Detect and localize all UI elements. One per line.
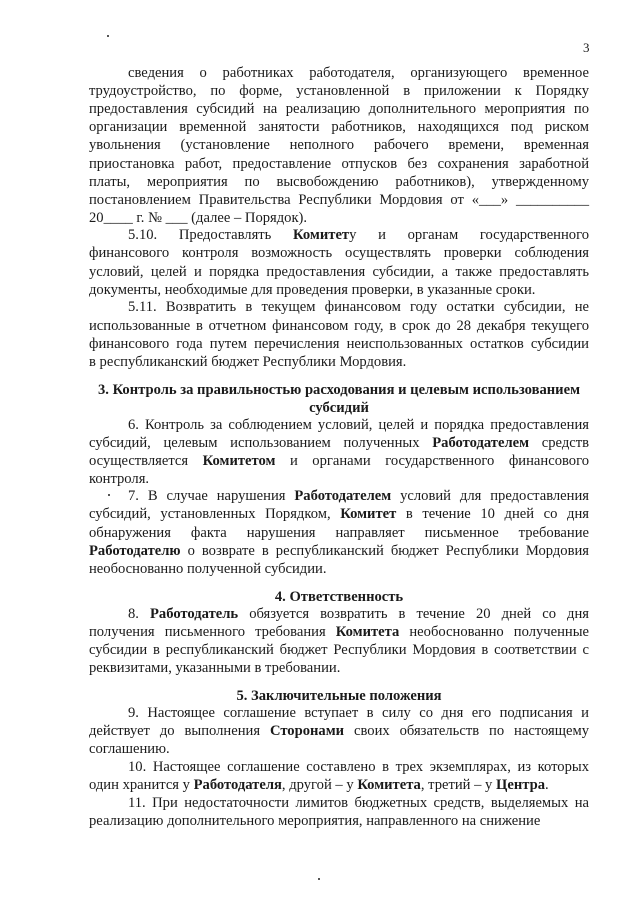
section-heading-line: 4. Ответственность [274, 589, 404, 605]
paragraph-line: субсидий, установленных Порядком, Комитет в течение 10 дней со дня [89, 506, 589, 522]
paragraph-line: трудоустройство, по форме, установленной в приложении к Порядку [89, 83, 589, 99]
paragraph-line: 11. При недостаточности лимитов бюджетных средств, выделяемых на [128, 795, 589, 811]
defined-term: Работодателем [294, 488, 392, 504]
scan-speck [318, 878, 320, 880]
paragraph-line: обнаружения факта нарушения направляет письменное требование [89, 525, 589, 541]
defined-term: Комитета [357, 777, 421, 793]
scan-speck [107, 35, 109, 37]
paragraph-line: платы, мероприятия по высвобождению работников), утвержденному [89, 174, 589, 190]
defined-term: Работодателем [432, 435, 530, 451]
defined-term: Работодателя [193, 777, 282, 793]
paragraph-line: 10. Настоящее соглашение составлено в трех экземплярах, из которых [128, 759, 589, 775]
paragraph-line: организации временной занятости работников, находящихся под риском [89, 119, 589, 135]
paragraph-line: финансового контроля возможность осуществлять проверки соблюдения [89, 245, 589, 261]
paragraph-line: документы, необходимые для проведения проверки, в указанные сроки. [89, 282, 536, 298]
paragraph-line: 8. Работодатель обязуется возвратить в течение 20 дней со дня [128, 606, 589, 622]
paragraph-line: использованные в отчетном финансовом году, в срок до 28 декабря текущего [89, 318, 589, 334]
section-heading-line: 5. Заключительные положения [236, 688, 442, 704]
paragraph-line: условий, целей и порядка предоставления субсидии, а также предоставлять [89, 264, 589, 280]
page-number: 3 [583, 40, 590, 55]
paragraph-line: один хранится у Работодателя, другой – у Комитета, третий – у Центра. [89, 777, 549, 793]
paragraph-line: 6. Контроль за соблюдением условий, целей и порядка предоставления [128, 417, 589, 433]
paragraph-line: действует до выполнения Сторонами своих обязательств по настоящему [89, 723, 589, 739]
section-heading-line: 3. Контроль за правильностью расходования и целевым использованием [97, 382, 581, 398]
defined-term: Сторонами [269, 723, 345, 739]
paragraph-line: Работодателю о возврате в республиканский бюджет Республики Мордовия [89, 543, 589, 559]
defined-term: Работодатель [150, 606, 239, 622]
paragraph-line: постановлением Правительства Республики Мордовия от «___» __________ [89, 192, 589, 208]
paragraph-line: финансового года путем перечисления неиспользованных остатков субсидии [89, 336, 589, 352]
defined-term: Комитет [293, 227, 350, 243]
paragraph-line: 9. Настоящее соглашение вступает в силу со дня его подписания и [128, 705, 589, 721]
paragraph-line: контроля. [89, 471, 150, 487]
paragraph-line: соглашению. [89, 741, 170, 757]
defined-term: Комитетом [202, 453, 276, 469]
paragraph-line: в республиканский бюджет Республики Мордовия. [89, 354, 407, 370]
paragraph-line: приостановка работ, предоставление отпусков без сохранения заработной [89, 156, 589, 172]
defined-term: Центра [496, 777, 546, 793]
paragraph-line: сведения о работниках работодателя, организующего временное [128, 65, 589, 81]
defined-term: Комитета [335, 624, 400, 640]
paragraph-line: реквизитами, указанными в требовании. [89, 660, 341, 676]
paragraph-line: необоснованно полученной субсидии. [89, 561, 327, 577]
paragraph-line: субсидий, целевым использованием полученных Работодателем средств [89, 435, 589, 451]
scan-speck [108, 494, 110, 496]
defined-term: Работодателю [89, 543, 181, 559]
paragraph-line: 20____ г. № ___ (далее – Порядок). [89, 210, 308, 226]
paragraph-line: 5.11. Возвратить в текущем финансовом году остатки субсидии, не [128, 299, 589, 315]
paragraph-line: 5.10. Предоставлять Комитету и органам государственного [128, 227, 590, 243]
paragraph-line: субсидии в республиканский бюджет Республики Мордовия в соответствии с [89, 642, 589, 658]
paragraph-line: реализацию дополнительного мероприятия, направленного на снижение [89, 813, 541, 829]
section-heading-line: субсидий [309, 400, 369, 416]
paragraph-line: получения письменного требования Комитета необоснованно полученные [89, 624, 590, 640]
paragraph-line: предоставления субсидий на реализацию дополнительного мероприятия по [89, 101, 589, 117]
paragraph-line: увольнения (установление неполного рабочего времени, временная [89, 137, 589, 153]
paragraph-line: 7. В случае нарушения Работодателем условий для предоставления [128, 488, 589, 504]
defined-term: Комитет [340, 506, 397, 522]
paragraph-line: осуществляется Комитетом и органами государственного финансового [89, 453, 589, 469]
